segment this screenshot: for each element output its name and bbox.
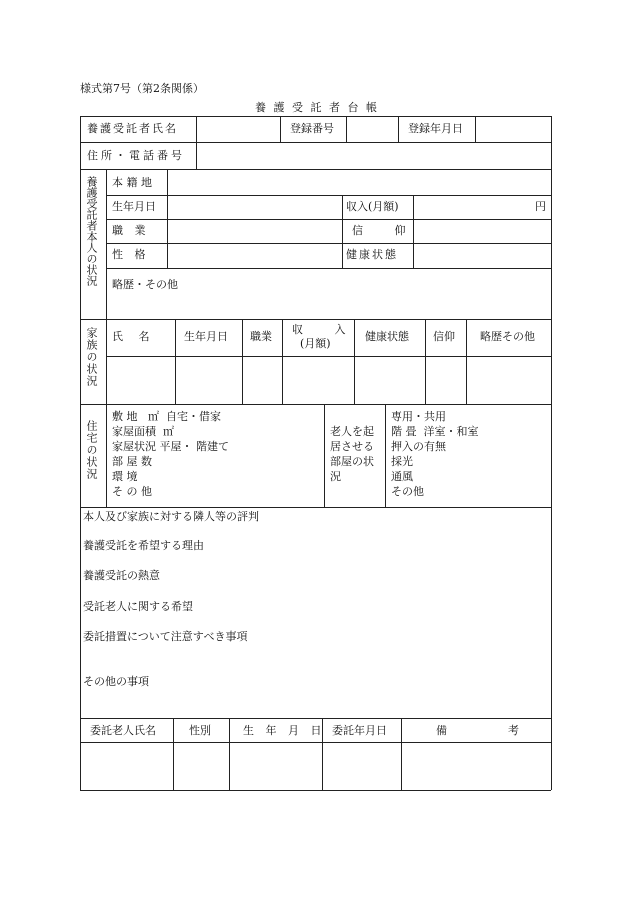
reg-date-label: 登録年月日 [408,122,463,135]
history-label: 略歴・その他 [112,278,178,291]
housing-line: 通風 [391,470,413,483]
family-col-belief: 信仰 [433,330,455,343]
family-section-label: 家族の状況 [85,327,98,387]
housing-right-details [391,409,479,499]
housing-line: 家屋状況 平屋・ 階建て [112,440,229,453]
housing-line: 環 境 [112,470,138,483]
occupation-label: 職 業 [112,224,150,237]
housing-line: 採光 [391,455,413,468]
note-other: その他の事項 [83,675,149,688]
family-col-birth: 生年月日 [184,330,228,343]
housing-line: 階 畳 洋室・和室 [391,425,479,438]
note-reason: 養護受託を希望する理由 [83,539,204,552]
reg-number-label: 登録番号 [290,122,334,135]
bottom-col-sex: 性別 [189,724,211,737]
housing-line: 敷 地 ㎡ 自宅・借家 [112,410,221,423]
housing-line: 部 屋 数 [112,455,152,468]
housing-line: 専用・共用 [391,410,446,423]
bottom-col-remarks-2: 考 [508,724,519,737]
address-label: 住所・電話番号 [87,149,185,162]
income-label: 収入(月額) [346,200,399,213]
note-enthusiasm: 養護受託の熱意 [83,569,160,582]
family-col-name: 氏 名 [112,330,156,343]
bottom-col-remarks-1: 備 [436,724,447,737]
self-section-label: 養護受託者本人の状況 [85,176,98,286]
note-neighbor-reputation: 本人及び家族に対する隣人等の評判 [83,510,259,523]
form-number: 様式第7号（第2条関係） [80,82,204,95]
housing-line: 老人を起 [330,425,374,438]
housing-line: その他 [391,485,424,498]
family-col-health: 健康状態 [365,330,409,343]
family-col-income: 収 入 [292,323,360,336]
health-label: 健康状態 [346,248,398,261]
name-label: 養護受託者氏名 [87,122,178,135]
family-col-occupation: 職業 [250,330,272,343]
belief-label: 信 仰 [352,224,420,237]
note-cautions: 委託措置について注意すべき事項 [83,630,248,643]
housing-left-details [112,409,229,499]
housing-line: そ の 他 [112,485,152,498]
housing-mid-details [330,424,374,484]
bottom-col-name: 委託老人氏名 [90,724,156,737]
family-col-history: 略歴その他 [480,330,535,343]
page-title: 養 護 受 託 者 台 帳 [255,101,379,114]
housing-line: 居させる [330,440,374,453]
housing-line: 況 [330,470,341,483]
honseki-label: 本 籍 地 [112,176,152,189]
housing-line: 押入の有無 [391,440,446,453]
note-preference: 受託老人に関する希望 [83,600,193,613]
yen-label: 円 [535,200,546,213]
character-label: 性 格 [112,248,150,261]
bottom-col-birth: 生 年 月 日 [243,724,326,737]
family-col-income-sub: (月額) [300,337,331,350]
housing-line: 家屋面積 ㎡ [112,425,174,438]
bottom-col-entrust-date: 委託年月日 [332,724,387,737]
housing-line: 部屋の状 [330,455,374,468]
housing-section-label: 住宅の状況 [85,420,98,480]
birth-label: 生年月日 [112,200,156,213]
